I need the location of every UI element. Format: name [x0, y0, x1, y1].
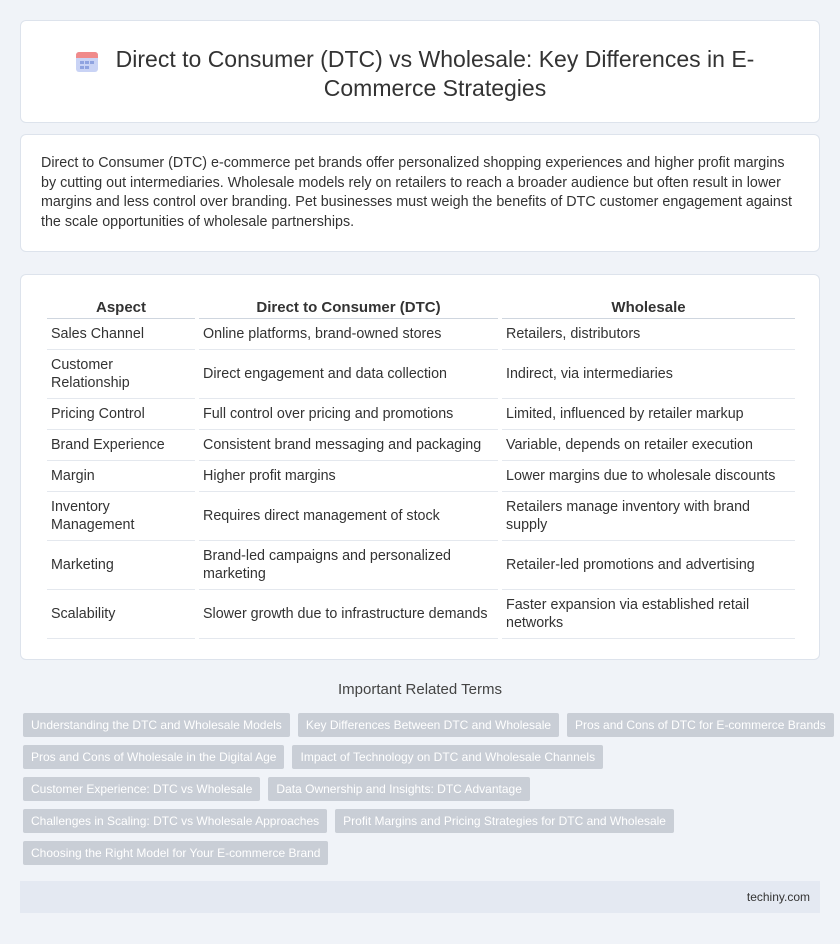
table-row: [47, 319, 795, 350]
cell-wholesale: Variable, depends on retailer execution: [502, 430, 795, 461]
cell-dtc: Full control over pricing and promotions: [199, 399, 498, 430]
intro-paragraph: Direct to Consumer (DTC) e-commerce pet brands offer personalized shopping experiences and higher profit margins by cutting out intermediaries. Wholesale models rely on retailers to reach a broader audience but often result in lower margins and less control over branding. Pet businesses must weigh the benefits of DTC customer engagement against the scale opportunities of wholesale partnerships.: [41, 155, 792, 230]
cell-dtc: Requires direct management of stock: [199, 492, 498, 541]
cell-aspect: Marketing: [47, 541, 195, 590]
related-term-tag[interactable]: Customer Experience: DTC vs Wholesale: [23, 777, 260, 801]
table-row: [47, 350, 795, 399]
related-term-tag[interactable]: Choosing the Right Model for Your E-commerce Brand: [23, 841, 328, 865]
cell-aspect: Sales Channel: [47, 319, 195, 350]
related-term-tag[interactable]: Data Ownership and Insights: DTC Advantage: [268, 777, 529, 801]
table-row: [47, 461, 795, 492]
cell-aspect: Brand Experience: [47, 430, 195, 461]
intro-card: [20, 134, 820, 252]
cell-aspect: Customer Relationship: [47, 350, 195, 399]
header-dtc: Direct to Consumer (DTC): [199, 295, 498, 319]
cell-wholesale: Indirect, via intermediaries: [502, 350, 795, 399]
title-card: [20, 20, 820, 123]
table-row: [47, 430, 795, 461]
footer-site-link[interactable]: techiny.com: [746, 890, 810, 904]
footer: [20, 881, 820, 913]
related-term-tag[interactable]: Profit Margins and Pricing Strategies for DTC and Wholesale: [335, 809, 674, 833]
cell-wholesale: Retailer-led promotions and advertising: [502, 541, 795, 590]
cell-wholesale: Faster expansion via established retail networks: [502, 590, 795, 639]
related-terms-list: [23, 713, 826, 873]
header-wholesale: Wholesale: [502, 295, 795, 319]
cell-wholesale: Limited, influenced by retailer markup: [502, 399, 795, 430]
cell-wholesale: Retailers manage inventory with brand supply: [502, 492, 795, 541]
related-term-tag[interactable]: Key Differences Between DTC and Wholesale: [298, 713, 559, 737]
cell-dtc: Higher profit margins: [199, 461, 498, 492]
cell-dtc: Brand-led campaigns and personalized marketing: [199, 541, 498, 590]
table-row: [47, 492, 795, 541]
cell-wholesale: Retailers, distributors: [502, 319, 795, 350]
cell-dtc: Consistent brand messaging and packaging: [199, 430, 498, 461]
cell-dtc: Online platforms, brand-owned stores: [199, 319, 498, 350]
table-header-row: [47, 295, 795, 319]
related-term-tag[interactable]: Pros and Cons of Wholesale in the Digital Age: [23, 745, 284, 769]
comparison-table: [43, 295, 799, 639]
related-term-tag[interactable]: Challenges in Scaling: DTC vs Wholesale Approaches: [23, 809, 327, 833]
related-terms-heading: Important Related Terms: [338, 681, 502, 698]
cell-wholesale: Lower margins due to wholesale discounts: [502, 461, 795, 492]
cell-dtc: Direct engagement and data collection: [199, 350, 498, 399]
header-aspect: Aspect: [47, 295, 195, 319]
related-term-tag[interactable]: Understanding the DTC and Wholesale Models: [23, 713, 290, 737]
related-term-tag[interactable]: Impact of Technology on DTC and Wholesale Channels: [292, 745, 603, 769]
cell-dtc: Slower growth due to infrastructure demands: [199, 590, 498, 639]
table-row: [47, 399, 795, 430]
comparison-table-card: [20, 274, 820, 660]
related-term-tag[interactable]: Pros and Cons of DTC for E-commerce Brands: [567, 713, 834, 737]
cell-aspect: Inventory Management: [47, 492, 195, 541]
cell-aspect: Pricing Control: [47, 399, 195, 430]
page-title: Direct to Consumer (DTC) vs Wholesale: Key Differences in E-Commerce Strategies: [115, 46, 755, 101]
table-row: [47, 590, 795, 639]
cell-aspect: Scalability: [47, 590, 195, 639]
table-row: [47, 541, 795, 590]
cell-aspect: Margin: [47, 461, 195, 492]
